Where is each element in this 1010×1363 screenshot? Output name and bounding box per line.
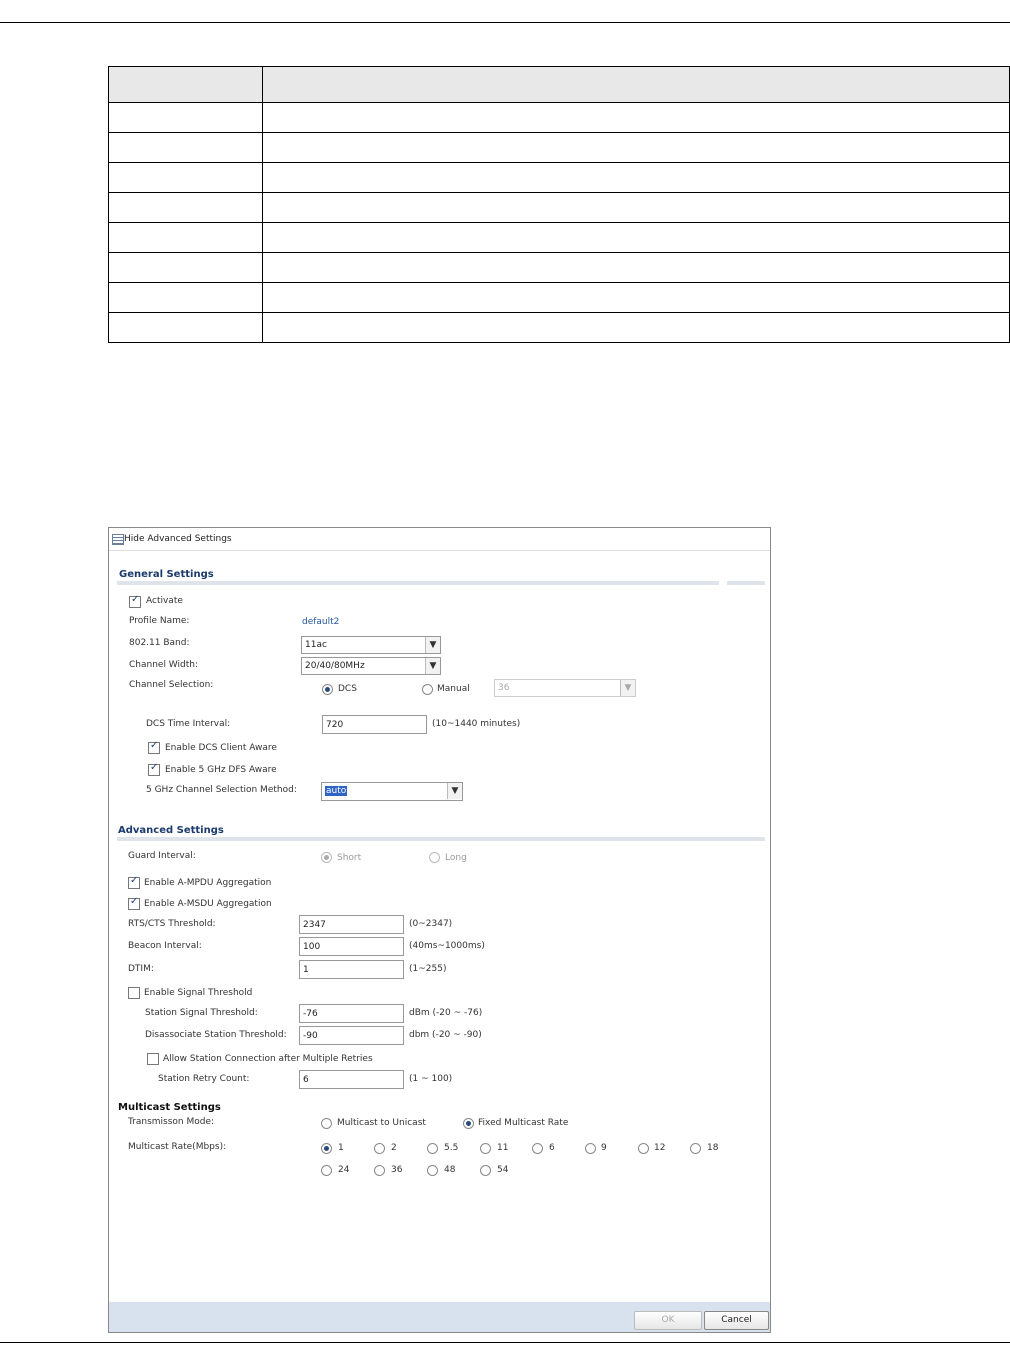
rate-label: 11 (497, 1143, 509, 1153)
dialog-footer (109, 1302, 770, 1332)
rate-label: 6 (549, 1143, 555, 1153)
rate-label: 48 (444, 1165, 456, 1175)
profile-name-label: Profile Name: (129, 616, 190, 626)
channel-method-select[interactable] (321, 782, 463, 801)
activate-checkbox[interactable] (129, 596, 141, 608)
advanced-settings-divider (117, 837, 765, 841)
dfs-aware-checkbox[interactable] (148, 764, 160, 776)
dfs-aware-label: Enable 5 GHz DFS Aware (165, 765, 277, 775)
multicast-to-unicast-radio[interactable] (321, 1118, 332, 1129)
client-aware-label: Enable DCS Client Aware (165, 743, 277, 753)
channel-width-value: 20/40/80MHz (305, 661, 365, 671)
band-label: 802.11 Band: (129, 638, 190, 648)
signal-threshold-label: Enable Signal Threshold (144, 988, 253, 998)
rts-label: RTS/CTS Threshold: (128, 919, 216, 929)
rate-radio-11[interactable] (480, 1143, 491, 1154)
guard-short-radio[interactable] (321, 852, 332, 863)
disassoc-hint: dbm (-20 ~ -90) (409, 1030, 482, 1040)
retry-count-input[interactable] (299, 1070, 404, 1089)
retry-count-value: 6 (303, 1075, 309, 1085)
table-row (109, 283, 1010, 313)
activate-label: Activate (146, 596, 183, 606)
advanced-settings-title: Advanced Settings (118, 825, 224, 836)
cancel-button[interactable]: Cancel (704, 1311, 769, 1330)
manual-radio[interactable] (422, 684, 433, 695)
rate-radio-9[interactable] (585, 1143, 596, 1154)
chevron-down-icon[interactable]: ▼ (620, 680, 635, 696)
rate-radio-12[interactable] (638, 1143, 649, 1154)
rate-radio-18[interactable] (690, 1143, 701, 1154)
table-row (109, 133, 1010, 163)
ok-button[interactable]: OK (634, 1311, 702, 1330)
station-signal-hint: dBm (-20 ~ -76) (409, 1008, 483, 1018)
table-header-row (109, 67, 1010, 103)
manual-label: Manual (437, 684, 470, 694)
retry-count-label: Station Retry Count: (158, 1074, 250, 1084)
signal-threshold-checkbox[interactable] (128, 987, 140, 999)
rts-value: 2347 (303, 920, 326, 930)
retry-count-hint: (1 ~ 100) (409, 1074, 453, 1084)
station-signal-value: -76 (303, 1009, 318, 1019)
general-settings-divider-end (727, 581, 765, 585)
rate-radio-2[interactable] (374, 1143, 385, 1154)
transmission-mode-label: Transmisson Mode: (128, 1117, 215, 1127)
guard-long-radio[interactable] (429, 852, 440, 863)
table-row (109, 163, 1010, 193)
rate-label: 24 (338, 1165, 350, 1175)
table-row (109, 193, 1010, 223)
dtim-hint: (1~255) (409, 964, 447, 974)
chevron-down-icon[interactable]: ▼ (425, 637, 440, 653)
rate-label: 36 (391, 1165, 403, 1175)
dcs-interval-label: DCS Time Interval: (146, 719, 231, 729)
retry-allow-checkbox[interactable] (147, 1053, 159, 1065)
rate-label: 18 (707, 1143, 719, 1153)
multicast-settings-title: Multicast Settings (118, 1102, 221, 1113)
disassoc-input[interactable] (299, 1026, 404, 1045)
beacon-hint: (40ms~1000ms) (409, 941, 485, 951)
dtim-input[interactable] (299, 960, 404, 979)
table-row (109, 223, 1010, 253)
table-row (109, 103, 1010, 133)
rate-radio-6[interactable] (532, 1143, 543, 1154)
ampdu-checkbox[interactable] (128, 877, 140, 889)
ampdu-label: Enable A-MPDU Aggregation (144, 878, 272, 888)
general-settings-divider (117, 581, 719, 585)
page-top-rule (0, 22, 1010, 23)
table-row (109, 253, 1010, 283)
hide-advanced-settings-label: Hide Advanced Settings (124, 534, 232, 544)
multicast-rate-label: Multicast Rate(Mbps): (128, 1142, 227, 1152)
fixed-multicast-rate-radio[interactable] (463, 1118, 474, 1129)
general-settings-title: General Settings (119, 569, 214, 580)
rate-label: 9 (601, 1143, 607, 1153)
rate-label: 54 (497, 1165, 509, 1175)
rate-label: 5.5 (444, 1143, 459, 1153)
guard-long-label: Long (445, 853, 467, 863)
rts-input[interactable] (299, 915, 404, 934)
rate-radio-54[interactable] (480, 1165, 491, 1176)
dcs-interval-input[interactable] (322, 715, 427, 734)
station-signal-label: Station Signal Threshold: (145, 1008, 258, 1018)
dtim-value: 1 (303, 965, 309, 975)
manual-channel-select[interactable] (494, 679, 636, 697)
chevron-down-icon[interactable]: ▼ (447, 783, 462, 799)
rate-radio-36[interactable] (374, 1165, 385, 1176)
dcs-label: DCS (338, 684, 357, 694)
beacon-label: Beacon Interval: (128, 941, 202, 951)
amsdu-checkbox[interactable] (128, 898, 140, 910)
doc-table (108, 66, 1010, 343)
table-row (109, 313, 1010, 343)
guard-short-label: Short (337, 853, 362, 863)
rate-radio-24[interactable] (321, 1165, 332, 1176)
disassoc-value: -90 (303, 1031, 318, 1041)
dcs-interval-hint: (10~1440 minutes) (432, 719, 521, 729)
channel-selection-label: Channel Selection: (129, 680, 214, 690)
multicast-to-unicast-label: Multicast to Unicast (337, 1118, 426, 1128)
profile-name-value: default2 (302, 617, 340, 627)
disassoc-label: Disassociate Station Threshold: (145, 1030, 287, 1040)
channel-width-select[interactable] (301, 657, 441, 675)
list-icon (112, 534, 124, 545)
rate-label: 1 (338, 1143, 344, 1153)
dcs-radio[interactable] (322, 684, 333, 695)
channel-method-value: auto (326, 786, 347, 796)
channel-width-label: Channel Width: (129, 660, 198, 670)
hide-advanced-settings-link[interactable] (109, 528, 770, 551)
station-signal-input[interactable] (299, 1004, 404, 1023)
edit-radio-profile-dialog (108, 527, 771, 1333)
amsdu-label: Enable A-MSDU Aggregation (144, 899, 272, 909)
rate-label: 2 (391, 1143, 397, 1153)
chevron-down-icon[interactable]: ▼ (425, 658, 440, 674)
rate-radio-1[interactable] (321, 1143, 332, 1154)
rate-radio-48[interactable] (427, 1165, 438, 1176)
band-select[interactable] (301, 636, 441, 654)
page-bottom-rule (0, 1342, 1010, 1343)
beacon-input[interactable] (299, 937, 404, 956)
manual-channel-value: 36 (498, 683, 510, 693)
dtim-label: DTIM: (128, 964, 154, 974)
fixed-multicast-rate-label: Fixed Multicast Rate (478, 1118, 569, 1128)
dcs-interval-value: 720 (326, 720, 344, 730)
beacon-value: 100 (303, 942, 321, 952)
band-select-value: 11ac (305, 640, 327, 650)
rts-hint: (0~2347) (409, 919, 453, 929)
rate-radio-5-5[interactable] (427, 1143, 438, 1154)
rate-label: 12 (654, 1143, 666, 1153)
guard-interval-label: Guard Interval: (128, 851, 196, 861)
retry-allow-label: Allow Station Connection after Multiple Retries (163, 1054, 373, 1064)
channel-method-label: 5 GHz Channel Selection Method: (146, 785, 297, 795)
client-aware-checkbox[interactable] (148, 742, 160, 754)
